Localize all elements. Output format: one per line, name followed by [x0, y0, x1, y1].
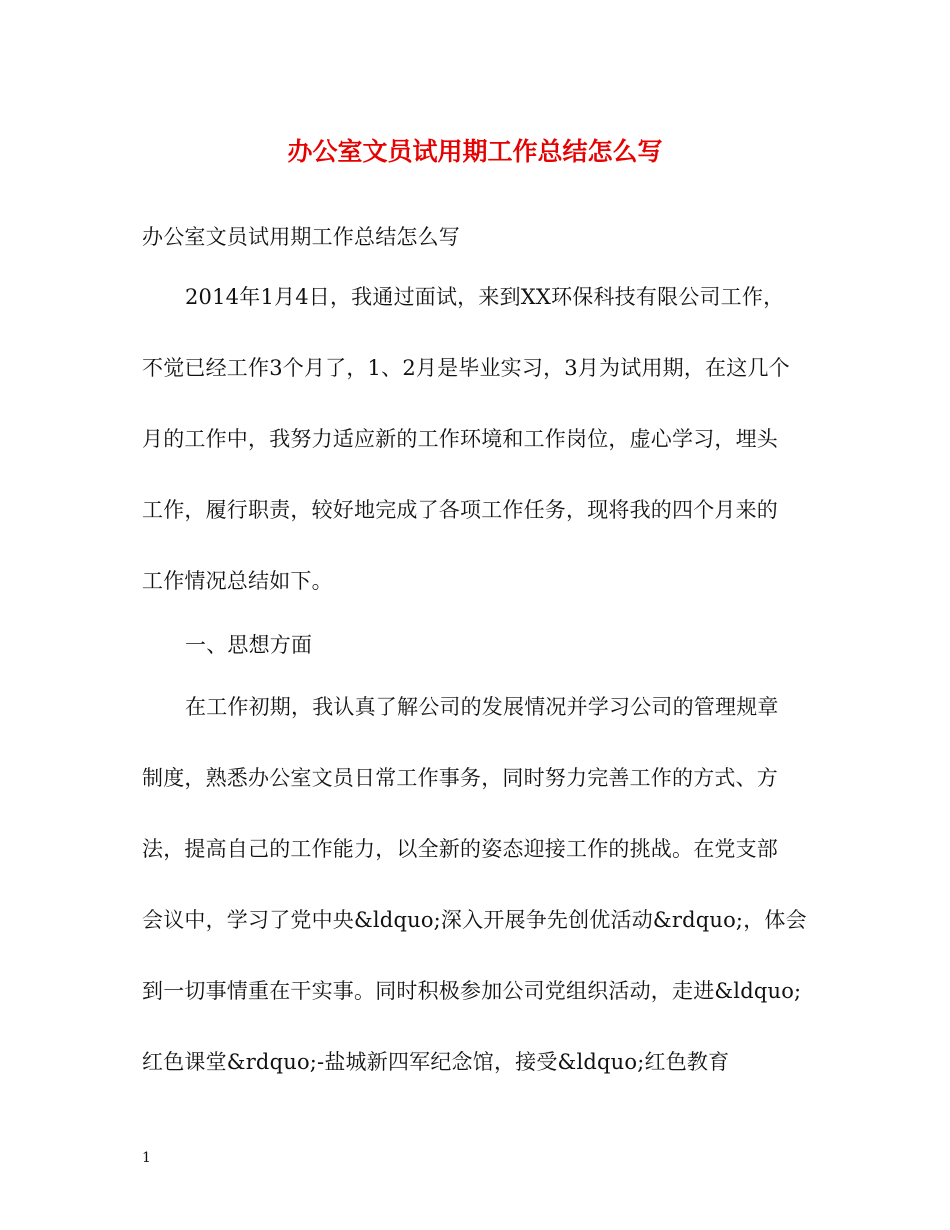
- paragraph-line: 工作，履行职责，较好地完成了各项工作任务，现将我的四个月来的: [142, 498, 778, 522]
- page-number: 1: [142, 1150, 151, 1166]
- paragraph-line: 法，提高自己的工作能力，以全新的姿态迎接工作的挑战。在党支部: [142, 837, 778, 861]
- document-title: 办公室文员试用期工作总结怎么写: [287, 137, 663, 166]
- paragraph-line: 到一切事情重在干实事。同时积极参加公司党组织活动，走进&ldquo;: [142, 979, 802, 1003]
- paragraph-line: 会议中，学习了党中央&ldquo;深入开展争先创优活动&rdquo;，体会: [142, 908, 807, 932]
- paragraph-line: 2014年1月4日，我通过面试，来到XX环保科技有限公司工作，: [185, 285, 785, 309]
- paragraph-line: 在工作初期，我认真了解公司的发展情况并学习公司的管理规章: [185, 695, 779, 719]
- paragraph-line: 制度，熟悉办公室文员日常工作事务，同时努力完善工作的方式、方: [142, 766, 778, 790]
- paragraph-line: 工作情况总结如下。: [142, 569, 333, 593]
- paragraph-line: 红色课堂&rdquo;-盐城新四军纪念馆，接受&ldquo;红色教育: [142, 1050, 730, 1074]
- paragraph-line: 不觉已经工作3个月了，1、2月是毕业实习，3月为试用期，在这几个: [142, 356, 790, 380]
- section-heading: 一、思想方面: [185, 633, 313, 657]
- paragraph-line: 月的工作中，我努力适应新的工作环境和工作岗位，虚心学习，埋头: [142, 427, 778, 451]
- subtitle-line: 办公室文员试用期工作总结怎么写: [142, 225, 460, 249]
